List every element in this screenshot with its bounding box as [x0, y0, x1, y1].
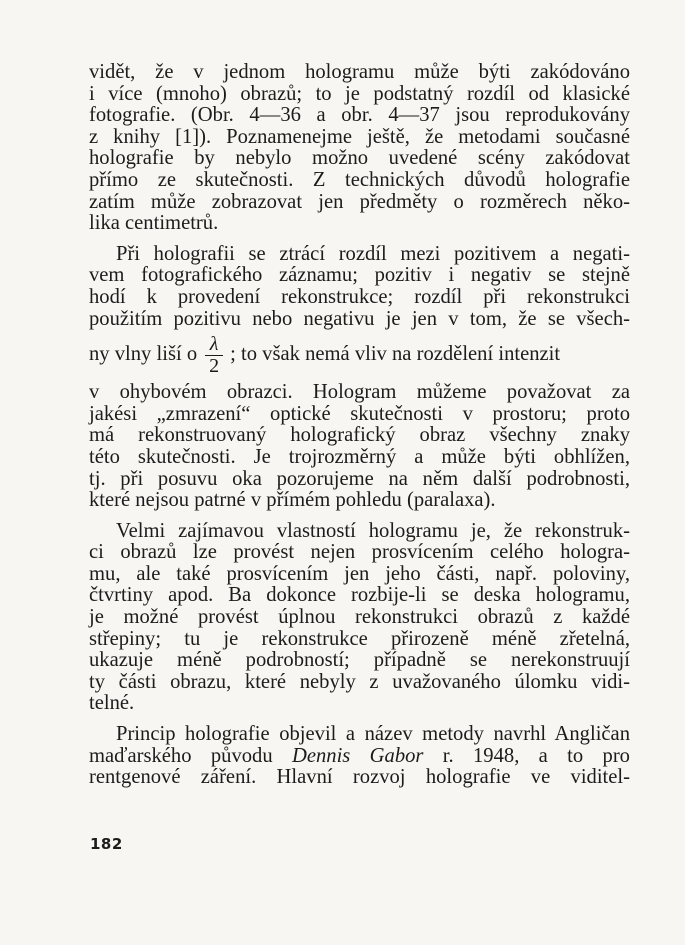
text-line: hodí k provedení rekonstrukce; rozdíl při rekonstrukci — [89, 285, 630, 308]
text-line: v ohybovém obrazci. Hologram můžeme považovat za — [89, 381, 630, 404]
text-line: čtvrtiny apod. Ba dokonce rozbije-li se deska hologramu, — [89, 584, 630, 607]
body-text — [89, 62, 630, 789]
text-line: Při holografii se ztrácí rozdíl mezi pozitivem a negati- — [116, 242, 630, 265]
formula-line — [89, 332, 630, 378]
formula-text-after: ; to však nemá vliv na rozdělení intenzit — [230, 343, 561, 366]
text-line: mu, ale také prosvícením jen jeho části, např. poloviny, — [89, 562, 630, 585]
text-line: má rekonstruovaný holografický obraz všechny znaky — [89, 424, 630, 447]
text-line: jakési „zmrazení“ optické skutečnosti v prostoru; proto — [89, 402, 630, 425]
text-line: i více (mnoho) obrazů; to je podstatný rozdíl od klasické — [89, 82, 630, 105]
fraction-denominator: 2 — [209, 354, 220, 377]
paragraph-1 — [89, 62, 630, 235]
paragraph-4 — [89, 724, 630, 789]
text-line: z knihy [1]). Poznamenejme ještě, že metodami současné — [89, 125, 630, 148]
text-line: vem fotografického záznamu; pozitiv i negativ se stejně — [89, 264, 630, 287]
text-line: lika centimetrů. — [89, 212, 219, 235]
text-line: telné. — [89, 692, 135, 715]
text-line: vidět, že v jednom hologramu může býti zakódováno — [89, 61, 630, 83]
text-line: ukazuje méně podrobností; případně se nerekonstruují — [89, 649, 630, 672]
text-line: tj. při posuvu oka pozorujeme na něm další podrobnosti, — [89, 467, 630, 490]
text-line: této skutečnosti. Je trojrozměrný a může býti obhlížen, — [89, 445, 630, 468]
text-line: použitím pozitivu nebo negativu je jen v tom, že se všech- — [89, 307, 630, 330]
text-line: které nejsou patrné v přímém pohledu (paralaxa). — [89, 489, 496, 512]
text-line: Princip holografie objevil a název metody navrhl Angličan — [116, 723, 630, 746]
text-line: Velmi zajímavou vlastností hologramu je, že rekonstruk- — [116, 519, 630, 542]
person-name-italic: Dennis Gabor — [291, 744, 424, 767]
text-line: fotografie. (Obr. 4—36 a obr. 4—37 jsou reprodukovány — [89, 104, 630, 127]
text-line: holografie by nebylo možno uvedené scény zakódovat — [89, 147, 630, 170]
paragraph-2 — [89, 244, 630, 512]
paragraph-3 — [89, 521, 630, 715]
text-fragment: r. 1948, a to pro — [423, 744, 630, 767]
text-line: střepiny; tu je rekonstrukce přirozeně méně zřetelná, — [89, 627, 630, 650]
fraction-numerator: λ — [209, 332, 219, 355]
text-line: přímo ze skutečnosti. Z technických důvodů holografie — [89, 168, 630, 191]
lambda-half-fraction — [205, 334, 223, 377]
formula-text-before: ny vlny liší o — [89, 343, 198, 366]
text-line: zatím může zobrazovat jen předměty o rozměrech něko- — [89, 190, 630, 213]
page-number: 182 — [90, 835, 123, 853]
text-line: rentgenové záření. Hlavní rozvoj holografie ve viditel- — [89, 766, 630, 789]
text-line: ty části obrazu, které nebyly z uvažovaného úlomku vidi- — [89, 670, 630, 693]
text-line-with-name — [89, 746, 630, 768]
text-fragment: maďarského původu — [89, 744, 292, 767]
text-line: je možné provést úplnou rekonstrukci obrazů z každé — [89, 606, 630, 629]
text-line: ci obrazů lze provést nejen prosvícením celého hologra- — [89, 541, 630, 564]
